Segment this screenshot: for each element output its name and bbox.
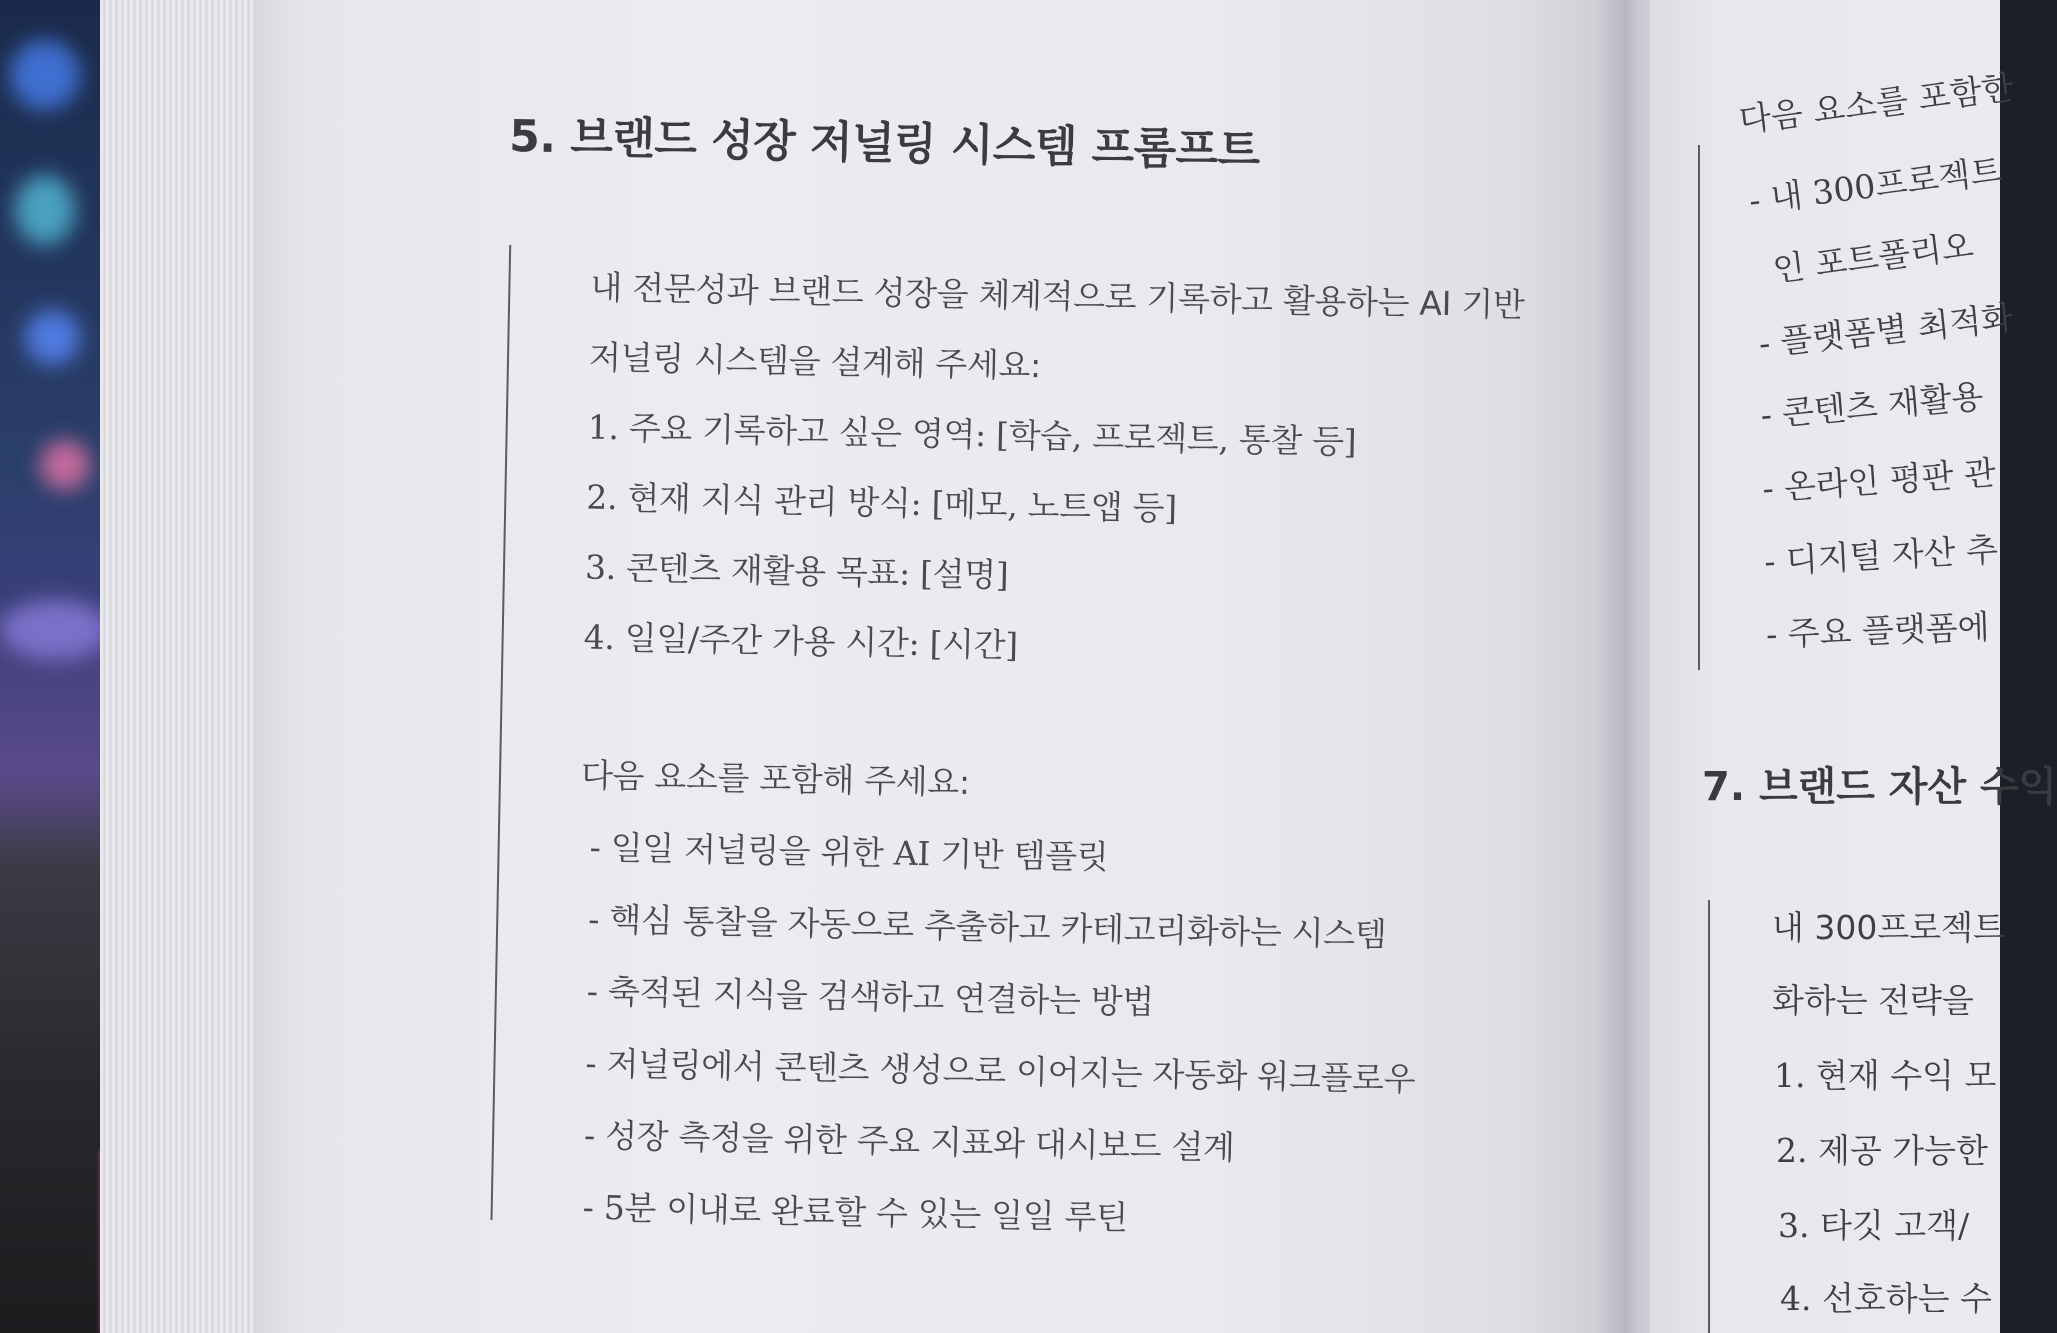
numbered-item: 4. 일일/주간 가용 시간: [시간] [583,617,1019,665]
blurred-taskbar [0,600,110,660]
bullet-item: - 저널링에서 콘텐츠 생성으로 이어지는 자동화 워크플로우 [585,1043,1416,1099]
quote-bar [1698,145,1700,670]
right-line: 다음 요소를 포함한 [1736,67,2016,140]
right-line: - 플랫폼별 최적화 [1756,297,2015,364]
book-page-edges [100,0,260,1333]
right-page-content [1690,0,2057,1333]
blurred-icon [15,175,75,245]
numbered-item: 2. 현재 지식 관리 방식: [메모, 노트앱 등] [586,477,1178,528]
intro-line: 내 전문성과 브랜드 성장을 체계적으로 기록하고 활용하는 AI 기반 [590,267,1525,325]
numbered-item: 1. 주요 기록하고 싶은 영역: [학습, 프로젝트, 통찰 등] [587,407,1357,462]
right-line: - 콘텐츠 재활용 [1758,376,1985,435]
bullet-item: - 핵심 통찰을 자동으로 추출하고 카테고리화하는 시스템 [587,899,1387,954]
blurred-icon [40,440,90,490]
right-line: 2. 제공 가능한 [1776,1131,1988,1170]
right-line: - 주요 플랫폼에 [1765,607,1991,654]
right-line: - 디지털 자산 추 [1763,529,1999,582]
bullet-item: - 일일 저널링을 위한 AI 기반 템플릿 [589,827,1109,877]
include-heading: 다음 요소를 포함해 주세요: [580,755,971,802]
quote-bar [1708,900,1710,1333]
right-line: 화하는 전략을 [1772,981,1974,1020]
right-line: - 온라인 평판 관 [1761,452,1998,509]
right-section-heading: 7. 브랜드 자산 수익 [1702,764,2057,810]
right-line: 내 300프로젝트 [1772,908,2005,947]
section-heading: 5. 브랜드 성장 저널링 시스템 프롬프트 [508,110,1261,177]
blurred-icon [25,310,80,365]
right-line: - 내 300프로젝트 [1746,150,2005,221]
bullet-item: - 성장 측정을 위한 주요 지표와 대시보드 설계 [583,1115,1235,1168]
bullet-item: - 5분 이내로 완료할 수 있는 일일 루틴 [582,1187,1129,1238]
right-line: 3. 타깃 고객/ [1778,1206,1970,1245]
right-line: 4. 선호하는 수 [1780,1279,1992,1318]
right-line: 인 포트폴리오 [1770,225,1976,290]
intro-line: 저널링 시스템을 설계해 주세요: [588,337,1042,386]
numbered-item: 3. 콘텐츠 재활용 목표: [설명] [584,547,1009,595]
blurred-icon [10,40,80,110]
right-line: 1. 현재 수익 모 [1774,1056,1997,1095]
bullet-item: - 축적된 지식을 검색하고 연결하는 방법 [586,971,1155,1022]
